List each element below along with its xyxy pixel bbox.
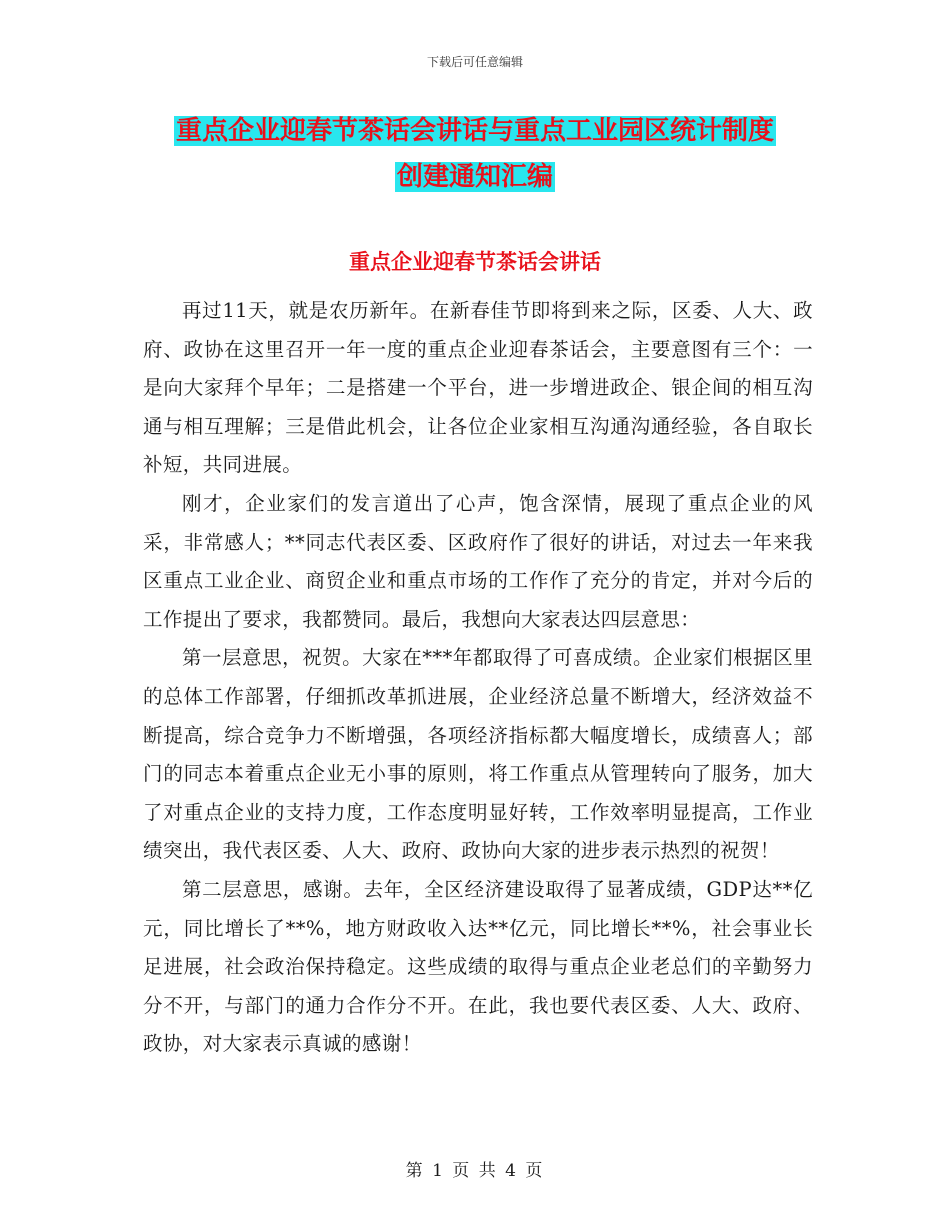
body-text xyxy=(143,292,813,1064)
header-note: 下载后可任意编辑 xyxy=(426,55,523,69)
document-title xyxy=(0,108,950,200)
section-title: 重点企业迎春节茶话会讲话 xyxy=(349,250,601,274)
document-title-line-2-text: 创建通知汇编 xyxy=(396,162,553,192)
paragraph-1: 再过11天，就是农历新年。在新春佳节即将到来之际，区委、人大、政府、政协在这里召开一年一度的重点企业迎春茶话会，主要意图有三个：一是向大家拜个早年；二是搭建一个平台，进一步增进政企、银企间的相互沟通与相互理解；三是借此机会，让各位企业家相互沟通沟通经验，各自取长补短，共同进展。 xyxy=(143,299,813,477)
paragraph-3: 第一层意思，祝贺。大家在***年都取得了可喜成绩。企业家们根据区里的总体工作部署，仔细抓改革抓进展，企业经济总量不断增大，经济效益不断提高，综合竞争力不断增强，各项经济指标都大幅度增长，成绩喜人；部门的同志本着重点企业无小事的原则，将工作重点从管理转向了服务，加大了对重点企业的支持力度，工作态度明显好转，工作效率明显提高，工作业绩突出，我代表区委、人大、政府、政协向大家的进步表示热烈的祝贺！ xyxy=(143,646,813,863)
paragraph-4: 第二层意思，感谢。去年，全区经济建设取得了显著成绩，GDP达**亿元，同比增长了**%，地方财政收入达**亿元，同比增长**%，社会事业长足进展，社会政治保持稳定。这些成绩的取得与重点企业老总们的辛勤努力分不开，与部门的通力合作分不开。在此，我也要代表区委、人大、政府、政协，对大家表示真诚的感谢！ xyxy=(143,877,813,1056)
document-title-line-2 xyxy=(0,154,950,200)
document-title-line-1-text: 重点企业迎春节茶话会讲话与重点工业园区统计制度 xyxy=(175,116,774,146)
page-footer: 第 1 页 共 4 页 xyxy=(405,1161,545,1181)
document-title-line-1 xyxy=(0,108,950,154)
paragraph-2: 刚才，企业家们的发言道出了心声，饱含深情，展现了重点企业的风采，非常感人；**同志代表区委、区政府作了很好的讲话，对过去一年来我区重点工业企业、商贸企业和重点市场的工作作了充分的肯定，并对今后的工作提出了要求，我都赞同。最后，我想向大家表达四层意思： xyxy=(143,491,813,631)
